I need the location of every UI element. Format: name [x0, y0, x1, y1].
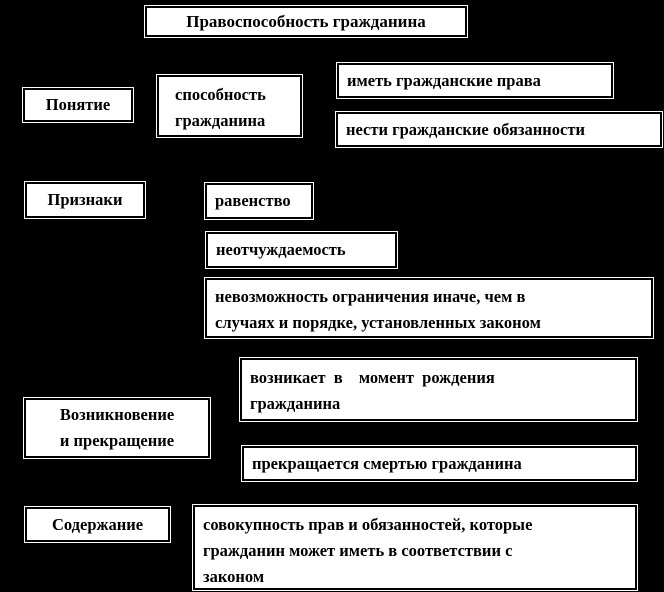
voznikaet-line-1: возникает в момент рождения: [250, 368, 495, 387]
label-vozniknovenie-line-1: Возникновение: [59, 405, 175, 424]
text-imet-prava: иметь гражданские права: [347, 70, 541, 90]
box-ravenstvo: [205, 183, 313, 219]
title-box: [145, 6, 467, 37]
sovokupnost-line-1: совокупность прав и обязанностей, которые: [203, 515, 533, 534]
text-neotchuzhdaemost: неотчуждаемость: [216, 240, 346, 259]
box-voznikaet-rozhdenie: [240, 358, 637, 421]
label-ponyatie: Понятие: [45, 95, 111, 114]
sposobnost-line-1: способность: [175, 85, 266, 104]
label-box-ponyatie: [23, 88, 133, 122]
label-vozniknovenie-line-2: и прекращение: [59, 431, 175, 450]
sovokupnost-line-2: гражданин может иметь в соответствии с: [203, 541, 513, 560]
label-box-priznaki: [25, 182, 145, 218]
label-box-vozniknovenie: [24, 398, 210, 458]
text-nesti-obyazannosti: нести гражданские обязанности: [346, 119, 585, 139]
text-ravenstvo: равенство: [215, 191, 291, 210]
sposobnost-line-2: гражданина: [175, 111, 266, 130]
nevozmozhnost-line-2: случаях и порядке, установленных законом: [215, 313, 541, 332]
box-prekrashchaetsya-smertyu: [242, 446, 637, 481]
text-prekrashchaetsya: прекращается смертью гражданина: [252, 453, 522, 473]
box-imet-prava: [337, 63, 613, 98]
nevozmozhnost-line-1: невозможность ограничения иначе, чем в: [215, 287, 526, 306]
sovokupnost-line-3: законом: [203, 567, 265, 586]
box-sposobnost-grazhdanina: [157, 75, 302, 137]
diagram-title: Правоспособность гражданина: [186, 11, 426, 31]
box-nesti-obyazannosti: [336, 112, 662, 147]
box-neotchuzhdaemost: [206, 232, 397, 268]
box-nevozmozhnost-ogranicheniya: [205, 278, 653, 338]
label-box-soderzhanie: [25, 507, 170, 542]
voznikaet-line-2: гражданина: [250, 394, 341, 413]
box-sovokupnost-prav: [193, 505, 637, 590]
label-priznaki: Признаки: [47, 190, 123, 209]
label-soderzhanie: Содержание: [51, 514, 144, 534]
